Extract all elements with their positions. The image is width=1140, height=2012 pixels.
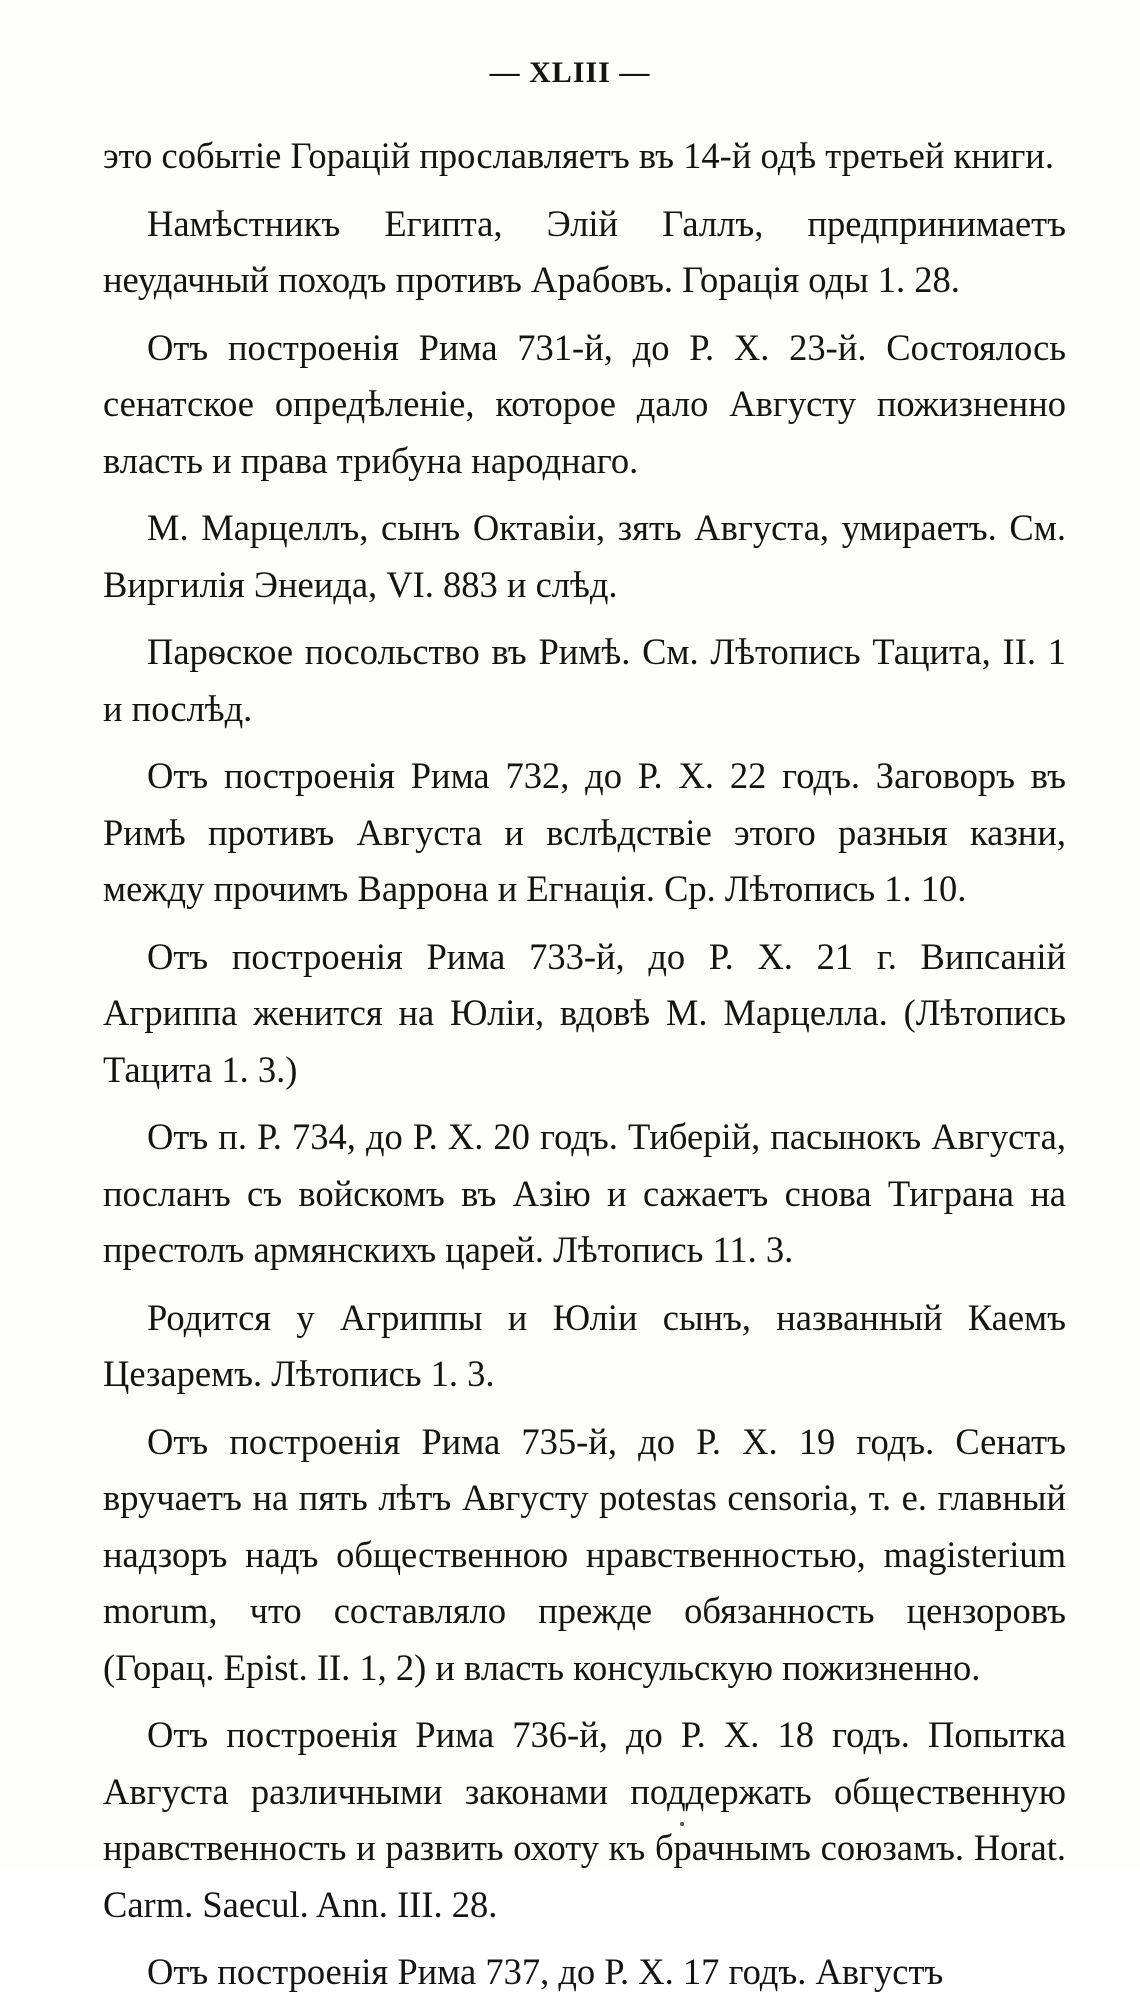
page-number-header: — XLIII —	[489, 56, 651, 89]
paragraph-continuation: это событіе Горацій прославляетъ въ 14-й одѣ третьей книги.	[103, 135, 1054, 176]
paragraph-year-731: Отъ построенія Рима 731-й, до Р. Х. 23-й. Состоялось сенатское опредѣленіе, которое дало Августу пожизненно власть и права трибуна народнаго.	[103, 326, 1066, 481]
paragraph-marcellus: М. Марцеллъ, сынъ Октавіи, зять Августа, умираетъ. См. Виргилія Энеида, VI. 883 и слѣд.	[103, 507, 1066, 605]
print-speck	[680, 1822, 684, 1826]
paragraph-year-732: Отъ построенія Рима 732, до Р. Х. 22 годъ. Заговоръ въ Римѣ противъ Августа и вслѣдствіе этого разныя казни, между прочимъ Варрона и Егнація. Ср. Лѣтопись 1. 10.	[103, 755, 1066, 909]
paragraph-year-733: Отъ построенія Рима 733-й, до Р. Х. 21 г. Випсаній Агриппа женится на Юліи, вдовѣ М. Марцелла. (Лѣтопись Тацита 1. 3.)	[103, 935, 1066, 1090]
paragraph-parthian-embassy: Парѳское посольство въ Римѣ. См. Лѣтопись Тацита, II. 1 и послѣд.	[103, 631, 1066, 729]
paragraph-year-737: Отъ построенія Рима 737, до Р. Х. 17 годъ. Августъ	[147, 1951, 944, 1992]
paragraph-aelius-gallus: Намѣстникъ Египта, Элій Галлъ, предпринимаетъ неудачный походъ противъ Арабовъ. Горація оды 1. 28.	[103, 202, 1066, 300]
page-body	[103, 128, 1066, 2012]
paragraph-gaius-caesar: Родится у Агриппы и Юліи сынъ, названный Каемъ Цезаремъ. Лѣтопись 1. 3.	[103, 1296, 1066, 1394]
paragraph-year-735: Отъ построенія Рима 735-й, до Р. Х. 19 годъ. Сенатъ вручаетъ на пять лѣтъ Августу potestas censoria, т. е. главный надзоръ надъ общественною нравственностью, magisterium morum, что составляло прежде обязанность цензоровъ (Горац. Epist. II. 1, 2) и власть консульскую пожизненно.	[103, 1420, 1066, 1688]
paragraph-year-734: Отъ п. Р. 734, до Р. Х. 20 годъ. Тиберій, пасынокъ Августа, посланъ съ войскомъ въ Азію и сажаетъ снова Тиграна на престолъ армянскихъ царей. Лѣтопись 11. 3.	[103, 1116, 1066, 1270]
paragraph-year-736: Отъ построенія Рима 736-й, до Р. Х. 18 годъ. Попытка Августа различными законами поддержать общественную нравственность и развить охоту къ брачнымъ союзамъ. Horat. Carm. Saecul. Ann. III. 28.	[103, 1714, 1066, 1925]
